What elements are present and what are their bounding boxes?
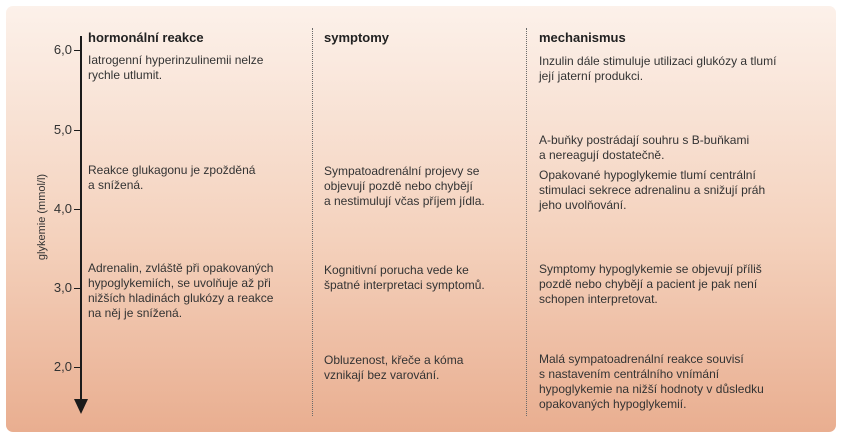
diagram-panel: [6, 6, 836, 432]
cell-hormonal-3: Reakce glukagonu je zpožděná a snížená.: [88, 163, 256, 192]
axis-arrow-down-icon: [74, 399, 88, 414]
header-mechanism: mechanismus: [539, 30, 626, 45]
cell-mechanism-4: Symptomy hypoglykemie se objevují příliš pozdě nebo chybějí a pacient je pak není schopen interpretovat.: [539, 262, 762, 306]
axis-tick-label: 3,0: [53, 280, 72, 295]
axis-tick: [74, 209, 80, 210]
axis-line: [80, 36, 82, 402]
header-hormonal-reaction: hormonální reakce: [88, 30, 204, 45]
cell-symptoms-4: Kognitivní porucha vede ke špatné interpretaci symptomů.: [324, 263, 485, 292]
cell-symptoms-5: Obluzenost, křeče a kóma vznikají bez varování.: [324, 353, 464, 382]
cell-mechanism-1: Inzulin dále stimuluje utilizaci glukózy a tlumí její jaterní produkci.: [539, 54, 777, 83]
axis-tick: [74, 367, 80, 368]
header-symptoms: symptomy: [324, 30, 390, 45]
axis-tick-label: 2,0: [53, 359, 72, 374]
cell-hormonal-1: Iatrogenní hyperinzulinemii nelze rychle utlumit.: [88, 53, 264, 82]
cell-mechanism-2: A-buňky postrádají souhru s B-buňkami a nereagují dostatečně.: [539, 133, 750, 162]
cell-hormonal-4: Adrenalin, zvláště při opakovaných hypoglykemiích, se uvolňuje až při nižších hladinách glukózy a reakce na něj je snížená.: [88, 261, 274, 320]
axis-tick-label: 4,0: [53, 201, 72, 216]
axis-tick: [74, 288, 80, 289]
axis-tick: [74, 50, 80, 51]
column-divider: [312, 28, 313, 416]
axis-tick-label: 6,0: [53, 42, 72, 57]
axis-tick: [74, 130, 80, 131]
column-divider: [526, 28, 527, 416]
axis-tick-label: 5,0: [53, 122, 72, 137]
cell-mechanism-3: Opakované hypoglykemie tlumí centrální stimulaci sekrece adrenalinu a snižují práh jeho uvolňování.: [539, 168, 766, 212]
cell-mechanism-5: Malá sympatoadrenální reakce souvisí s nastavením centrálního vnímání hypoglykemie na nižší hodnoty v důsledku opakovaných hypoglykemií.: [539, 352, 764, 411]
cell-symptoms-3: Sympatoadrenální projevy se objevují pozdě nebo chybějí a nestimulují včas příjem jídla.: [324, 164, 485, 208]
axis-title: glykemie (mmol/l): [36, 173, 48, 261]
